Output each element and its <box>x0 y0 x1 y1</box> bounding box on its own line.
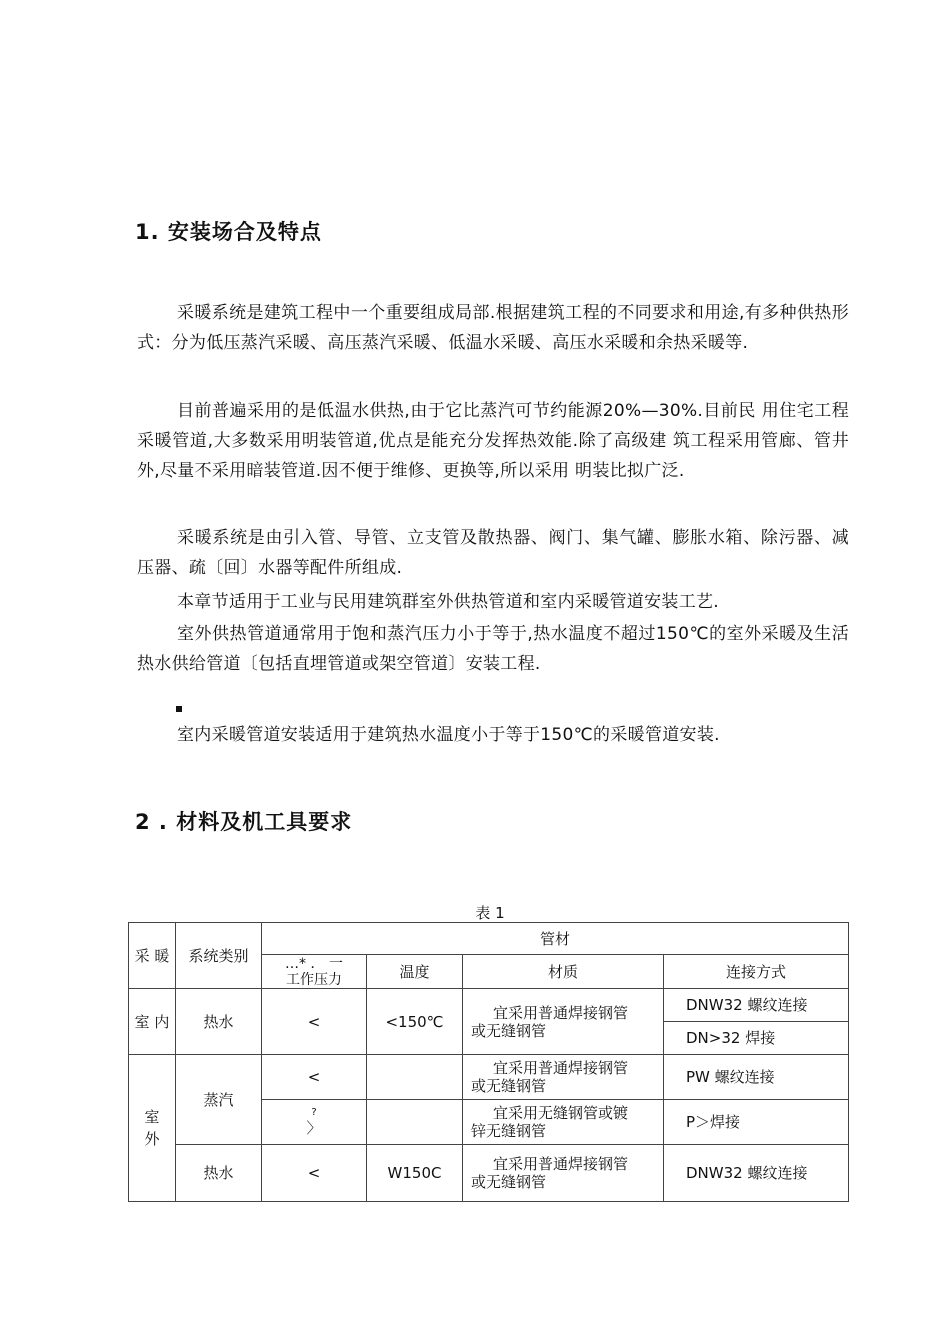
cell-hotwater-pressure: < <box>262 1144 367 1201</box>
paragraph-indoor-pipes: 室内采暖管道安装适用于建筑热水温度小于等于150℃的采暖管道安装. <box>177 725 720 745</box>
steam-pressure-2-mark: ? <box>311 1106 317 1118</box>
cell-steam-system: 蒸汽 <box>176 1055 262 1144</box>
paragraph-components: 采暖系统是由引入管、导管、立支管及散热器、阀门、集气罐、膨胀水箱、除污器、减压器、疏〔回〕水器等配件所组成. <box>137 528 849 578</box>
header-pressure-mark: …* ． 一 <box>285 955 343 972</box>
outdoor-label-2: 外 <box>144 1130 160 1149</box>
cell-steam-material-2 <box>463 1099 664 1144</box>
header-working-pressure <box>262 955 367 989</box>
cell-hotwater-temp: W150C <box>367 1144 463 1201</box>
cell-hotwater-system: 热水 <box>176 1144 262 1201</box>
header-pressure-label: 工作压力 <box>286 971 342 988</box>
steam-material-1-line-1: 宜采用普通焊接钢管 <box>493 1059 629 1078</box>
table-row-outdoor-hotwater <box>129 1144 849 1201</box>
steam-material-1-line-2: 或无缝钢管 <box>471 1077 547 1096</box>
bullet-marker <box>176 706 182 712</box>
header-system-type: 系统类别 <box>176 923 262 989</box>
cell-steam-temp-2 <box>367 1099 463 1144</box>
outdoor-label-1: 室 <box>144 1108 160 1127</box>
cell-indoor-system: 热水 <box>176 989 262 1055</box>
steam-material-2-line-2: 锌无缝钢管 <box>471 1121 547 1140</box>
cell-steam-material-1 <box>463 1055 664 1099</box>
table-header-row <box>129 923 849 955</box>
cell-outdoor-label <box>129 1055 176 1202</box>
steam-material-2-line-1: 宜采用无缝钢管或镀 <box>493 1103 629 1122</box>
indoor-material-line-1: 宜采用普通焊接钢管 <box>493 1003 629 1022</box>
paragraph-outdoor-pipes: 室外供热管道通常用于饱和蒸汽压力小于等于,热水温度不超过150℃的室外采暖及生活热水供给管道〔包括直埋管道或架空管道〕安装工程. <box>137 624 849 674</box>
table-row-outdoor-steam-1 <box>129 1055 849 1099</box>
steam-pressure-2-value: 〉 <box>306 1118 322 1137</box>
cell-indoor-material <box>463 989 664 1055</box>
table-row-indoor-1 <box>129 989 849 1022</box>
hotwater-material-line-1: 宜采用普通焊接钢管 <box>493 1154 629 1173</box>
cell-steam-pressure-1: < <box>262 1055 367 1099</box>
cell-indoor-conn-1: DNW32 螺纹连接 <box>664 989 849 1022</box>
header-connection: 连接方式 <box>664 955 849 989</box>
cell-steam-temp-1 <box>367 1055 463 1099</box>
header-heating: 采 暖 <box>129 923 176 989</box>
header-temperature: 温度 <box>367 955 463 989</box>
cell-steam-pressure-2 <box>262 1099 367 1144</box>
cell-indoor-temp: <150℃ <box>367 989 463 1055</box>
cell-steam-conn-1: PW 螺纹连接 <box>664 1055 849 1099</box>
indoor-material-line-2: 或无缝钢管 <box>471 1021 547 1040</box>
paragraph-scope: 本章节适用于工业与民用建筑群室外供热管道和室内采暖管道安装工艺. <box>177 592 720 612</box>
cell-indoor-conn-2: DN>32 焊接 <box>664 1022 849 1055</box>
header-pipe: 管材 <box>262 923 849 955</box>
cell-indoor-label: 室 内 <box>129 989 176 1055</box>
hotwater-material-line-2: 或无缝钢管 <box>471 1172 547 1191</box>
paragraph-heating-system: 采暖系统是建筑工程中一个重要组成局部.根据建筑工程的不同要求和用途,有多种供热形式：分为低压蒸汽采暖、高压蒸汽采暖、低温水采暖、高压水采暖和余热采暖等. <box>137 303 849 353</box>
section-heading-1: 1. 安装场合及特点 <box>135 220 322 244</box>
cell-hotwater-material <box>463 1144 664 1201</box>
paragraph-low-temp-water: 目前普遍采用的是低温水供热,由于它比蒸汽可节约能源20%—30%.目前民 用住宅工程采暖管道,大多数采用明装管道,优点是能充分发挥热效能.除了高级建 筑工程采用管廊、管井外,尽量不采用暗装管道.因不便于维修、更换等,所以采用 明装比拟广泛. <box>137 401 849 481</box>
cell-indoor-pressure: < <box>262 989 367 1055</box>
cell-steam-conn-2: P＞焊接 <box>664 1099 849 1144</box>
header-material: 材质 <box>463 955 664 989</box>
table-caption: 表 1 <box>475 904 505 922</box>
section-heading-2: 2 . 材料及机工具要求 <box>135 810 353 834</box>
pipe-material-table <box>128 922 849 1202</box>
cell-hotwater-conn: DNW32 螺纹连接 <box>664 1144 849 1201</box>
